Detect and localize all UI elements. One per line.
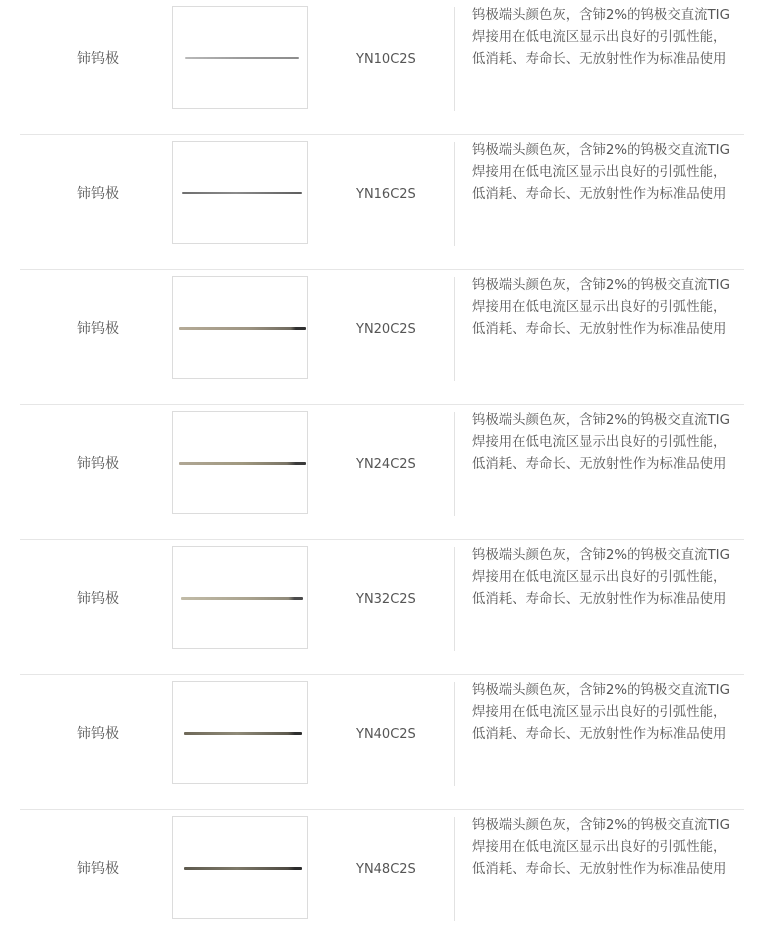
tungsten-rod-image[interactable]: [172, 681, 308, 784]
column-divider: [454, 142, 455, 246]
product-name: 铈钨极: [77, 186, 119, 202]
rod-shape: [184, 732, 302, 735]
tungsten-rod-image[interactable]: [172, 816, 308, 919]
column-divider: [454, 412, 455, 516]
column-divider: [454, 277, 455, 381]
column-divider: [454, 682, 455, 786]
column-divider: [454, 7, 455, 111]
rod-shape: [182, 192, 302, 194]
product-name: 铈钨极: [77, 591, 119, 607]
rod-shape: [185, 57, 299, 59]
product-model: YN16C2S: [356, 187, 416, 202]
rod-shape: [184, 867, 302, 870]
product-name: 铈钨极: [77, 861, 119, 877]
product-row: [0, 405, 767, 540]
rod-shape: [179, 462, 306, 465]
product-name: 铈钨极: [77, 321, 119, 337]
column-divider: [454, 817, 455, 921]
product-model: YN10C2S: [356, 52, 416, 67]
column-divider: [454, 547, 455, 651]
product-description: 钨极端头颜色灰，含铈2%的钨极交直流TIG焊接用在低电流区显示出良好的引弧性能，低消耗、寿命长、无放射性作为标准品使用: [472, 8, 730, 67]
product-model: YN32C2S: [356, 592, 416, 607]
tungsten-rod-image[interactable]: [172, 6, 308, 109]
rod-shape: [179, 327, 306, 330]
product-model: YN40C2S: [356, 727, 416, 742]
product-row: [0, 270, 767, 405]
product-description: 钨极端头颜色灰，含铈2%的钨极交直流TIG焊接用在低电流区显示出良好的引弧性能，低消耗、寿命长、无放射性作为标准品使用: [472, 413, 730, 472]
tungsten-rod-image[interactable]: [172, 411, 308, 514]
product-model: YN24C2S: [356, 457, 416, 472]
rod-shape: [181, 597, 303, 600]
tungsten-rod-image[interactable]: [172, 141, 308, 244]
product-row: [0, 675, 767, 810]
product-row: [0, 0, 767, 135]
product-description: 钨极端头颜色灰，含铈2%的钨极交直流TIG焊接用在低电流区显示出良好的引弧性能，低消耗、寿命长、无放射性作为标准品使用: [472, 683, 730, 742]
product-name: 铈钨极: [77, 51, 119, 67]
product-row: [0, 810, 767, 945]
tungsten-rod-image[interactable]: [172, 276, 308, 379]
product-description: 钨极端头颜色灰，含铈2%的钨极交直流TIG焊接用在低电流区显示出良好的引弧性能，低消耗、寿命长、无放射性作为标准品使用: [472, 278, 730, 337]
tungsten-rod-image[interactable]: [172, 546, 308, 649]
product-model: YN20C2S: [356, 322, 416, 337]
product-name: 铈钨极: [77, 456, 119, 472]
product-row: [0, 540, 767, 675]
product-description: 钨极端头颜色灰，含铈2%的钨极交直流TIG焊接用在低电流区显示出良好的引弧性能，低消耗、寿命长、无放射性作为标准品使用: [472, 143, 730, 202]
product-description: 钨极端头颜色灰，含铈2%的钨极交直流TIG焊接用在低电流区显示出良好的引弧性能，低消耗、寿命长、无放射性作为标准品使用: [472, 818, 730, 877]
product-name: 铈钨极: [77, 726, 119, 742]
product-row: [0, 135, 767, 270]
product-model: YN48C2S: [356, 862, 416, 877]
product-description: 钨极端头颜色灰，含铈2%的钨极交直流TIG焊接用在低电流区显示出良好的引弧性能，低消耗、寿命长、无放射性作为标准品使用: [472, 548, 730, 607]
